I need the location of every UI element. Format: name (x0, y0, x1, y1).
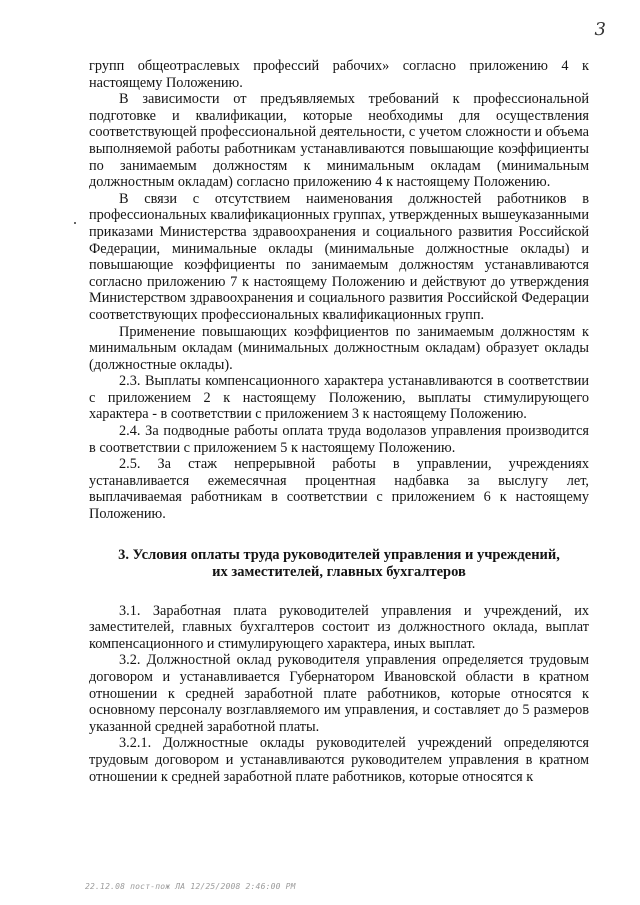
paragraph-missing-positions: В связи с отсутствием наименования должностей работников в профессиональных квалификационных группах, утвержденных вышеуказанными приказами Министерства здравоохранения и социального развития Российской Федерации, минимальные оклады (минимальные должностные оклады) и повышающие коэффициенты по занимаемым должностям устанавливаются согласно приложению 7 к настоящему Положению и действуют до утверждения Министерством здравоохранения и социального развития Российской Федерации соответствующих профессиональных квалификационных групп. (89, 190, 589, 323)
page-number: 3 (594, 19, 606, 40)
section-3-heading (89, 547, 589, 581)
clause-3-1: 3.1. Заработная плата руководителей управления и учреждений, их заместителей, главных бухгалтеров состоит из должностного оклада, выплат компенсационного и стимулирующего характера, иных выплат. (89, 602, 589, 652)
clause-3-2-1: 3.2.1. Должностные оклады руководителей учреждений определяются трудовым договором и устанавливаются руководителем управления в кратном отношении к средней заработной плате работников, которые относятся к (89, 735, 589, 785)
document-body (89, 58, 589, 785)
paragraph-continuation: групп общеотраслевых профессий рабочих» согласно приложению 4 к настоящему Положению. (89, 58, 589, 91)
footer-file-stamp: 22.12.08 пост-пож ЛА 12/25/2008 2:46:00 PM (85, 882, 296, 891)
clause-2-3: 2.3. Выплаты компенсационного характера устанавливаются в соответствии с приложением 2 к настоящему Положению, выплаты стимулирующего характера - в соответствии с приложением 3 к настоящему Положению. (89, 373, 589, 423)
paragraph-coefficients: В зависимости от предъявляемых требований к профессиональной подготовке и квалификации, которые необходимы для осуществления соответствующей профессиональной деятельности, с учетом сложности и объема выполняемой работы работникам устанавливаются повышающие коэффициенты по занимаемым должностям к минимальным окладам (минимальным должностным окладам) согласно приложению 4 к настоящему Положению. (89, 91, 589, 191)
clause-2-5: 2.5. За стаж непрерывной работы в управлении, учреждениях устанавливается ежемесячная процентная надбавка за выслугу лет, выплачиваемая работникам в соответствии с приложением 6 к настоящему Положению. (89, 456, 589, 523)
section-3-heading-line1: 3. Условия оплаты труда руководителей управления и учреждений, (118, 546, 560, 563)
margin-mark (74, 222, 76, 224)
paragraph-coefficients-application: Применение повышающих коэффициентов по занимаемым должностям к минимальным окладам (минимальных должностным окладам) образует оклады (должностные оклады). (89, 323, 589, 373)
clause-2-4: 2.4. За подводные работы оплата труда водолазов управления производится в соответствии с приложением 5 к настоящему Положению. (89, 423, 589, 456)
clause-3-2: 3.2. Должностной оклад руководителя управления определяется трудовым договором и устанавливается Губернатором Ивановской области в кратном отношении к средней заработной плате работников, которые относятся к основному персоналу возглавляемого им управления, и составляет до 5 размеров указанной средней заработной платы. (89, 652, 589, 735)
section-3-heading-line2: их заместителей, главных бухгалтеров (212, 563, 466, 580)
